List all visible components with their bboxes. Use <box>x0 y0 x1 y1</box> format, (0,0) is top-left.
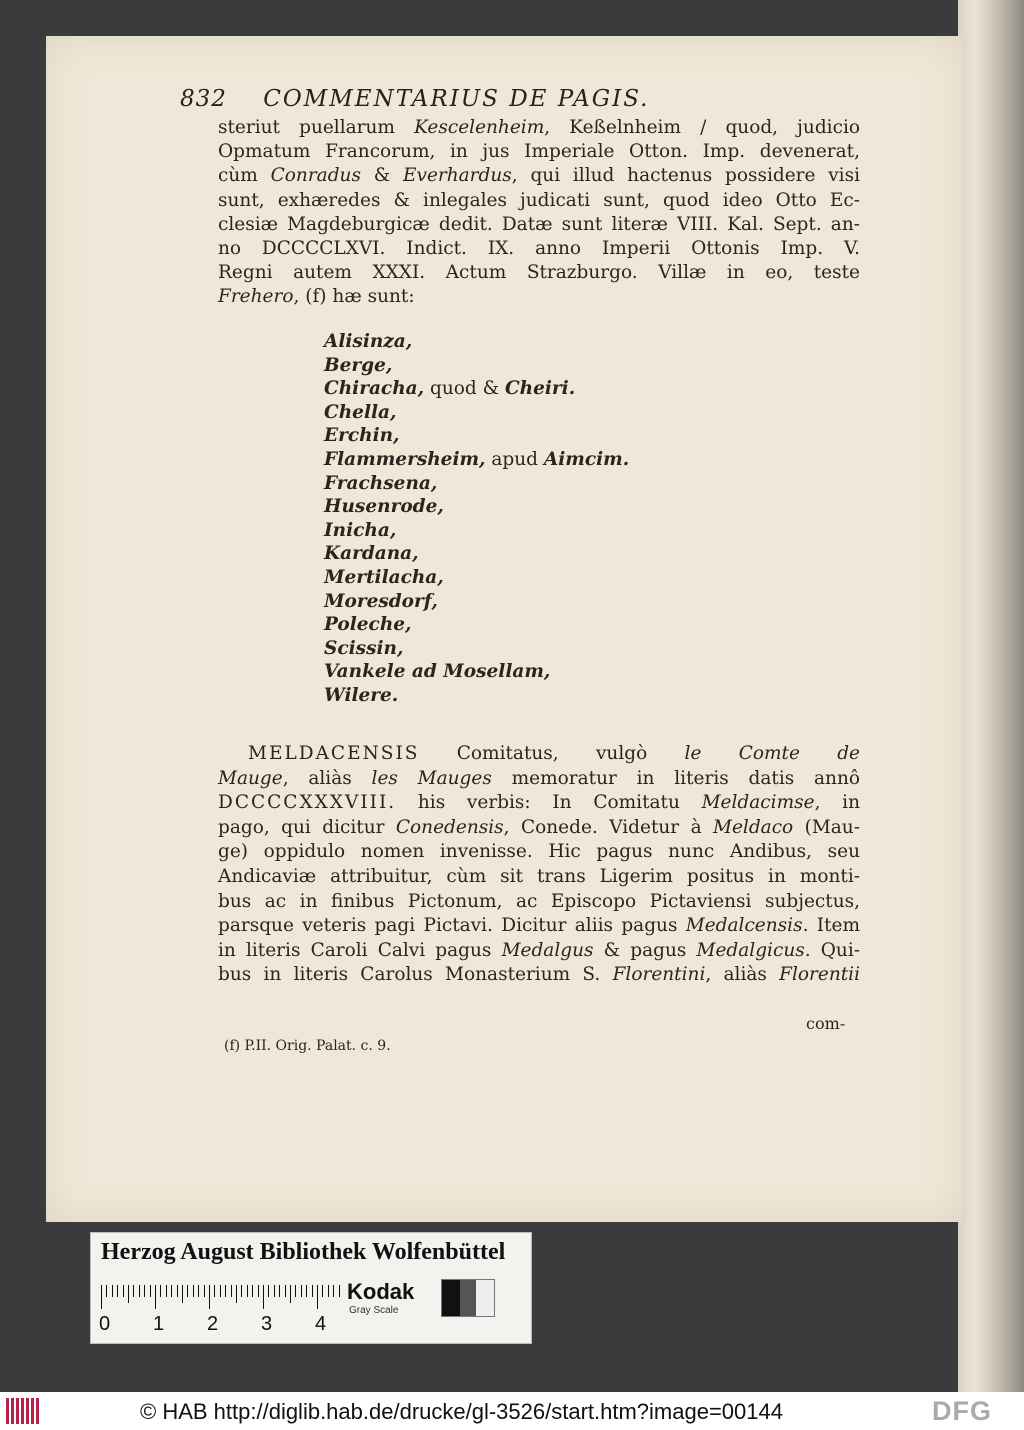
ruler-number: 2 <box>207 1313 219 1335</box>
library-name: Herzog August Bibliothek Wolfenbüttel <box>101 1239 506 1265</box>
ruler-tick <box>214 1285 215 1297</box>
ruler-tick <box>150 1285 151 1297</box>
ruler-tick <box>301 1285 302 1297</box>
list-item: Chella, <box>324 401 397 423</box>
list-item: Berge, <box>324 354 393 376</box>
ruler-tick <box>333 1285 334 1297</box>
text-line: Frehero, (f) hæ sunt: <box>218 286 415 308</box>
text-line: steriut puellarum Kescelenheim, Keßelnheim / quod, judicio <box>218 117 860 138</box>
ruler-tick <box>160 1285 161 1297</box>
ruler-tick <box>155 1285 156 1309</box>
ruler-tick <box>225 1285 226 1297</box>
text-line: Regni autem XXXI. Actum Strazburgo. Villæ in eo, teste <box>218 262 860 284</box>
ruler-tick <box>123 1285 124 1297</box>
ruler-tick <box>285 1285 286 1297</box>
meldacensis-paragraph <box>218 742 860 988</box>
ruler-tick <box>193 1285 194 1297</box>
ruler-tick <box>117 1285 118 1297</box>
ruler-tick <box>166 1285 167 1297</box>
ruler-tick <box>274 1285 275 1297</box>
ruler-tick <box>263 1285 264 1309</box>
ruler-tick <box>106 1285 107 1297</box>
text-line: DCCCCXXXVIII. his verbis: In Comitatu Meldacimse, in <box>218 792 860 814</box>
ruler-tick <box>252 1285 253 1297</box>
list-item: Alisinza, <box>324 331 413 352</box>
ruler-tick <box>339 1285 340 1297</box>
list-item: Frachsena, <box>324 472 438 494</box>
ruler-number: 3 <box>261 1313 273 1335</box>
list-item: Chiracha, quod & Cheiri. <box>324 378 576 400</box>
text-line: clesiæ Magdeburgicæ dedit. Datæ sunt literæ VIII. Kal. Sept. an- <box>218 213 860 235</box>
text-line: MELDACENSIS Comitatus, vulgò le Comte de <box>248 743 860 764</box>
ruler-tick <box>209 1285 210 1309</box>
ruler-tick <box>328 1285 329 1297</box>
ruler-tick <box>268 1285 269 1297</box>
ruler-tick <box>144 1285 145 1297</box>
list-item: Moresdorf, <box>324 590 438 612</box>
hab-logo-icon <box>6 1398 42 1424</box>
text-line: cùm Conradus & Everhardus, qui illud hactenus possidere visi <box>218 165 860 187</box>
text-line: Opmatum Francorum, in jus Imperiale Otton. Imp. devenerat, <box>218 141 860 163</box>
ruler-tick <box>279 1285 280 1297</box>
ruler-number: 1 <box>153 1313 165 1335</box>
text-line: ge) oppidulo nomen invenisse. Hic pagus nunc Andibus, seu <box>218 841 860 863</box>
ruler-tick <box>258 1285 259 1297</box>
list-item: Mertilacha, <box>324 566 444 588</box>
text-line: in literis Caroli Calvi pagus Medalgus & pagus Medalgicus. Qui- <box>218 939 860 961</box>
ruler-tick <box>187 1285 188 1297</box>
scale-ruler <box>101 1285 339 1309</box>
kodak-label: Kodak <box>347 1279 415 1304</box>
list-item: Wilere. <box>324 684 399 706</box>
ruler-tick <box>133 1285 134 1297</box>
text-block-top <box>218 116 860 310</box>
list-item: Flammersheim, apud Aimcim. <box>324 448 630 470</box>
page-number: 832 <box>180 86 227 112</box>
viewer-footer <box>0 1392 1024 1430</box>
swatch-black <box>442 1280 460 1316</box>
text-line: Andicaviæ attribuitur, cùm sit trans Ligerim positus in monti- <box>218 865 860 887</box>
text-line: sunt, exhæredes & inlegales judicati sunt, quod ideo Otto Ec- <box>218 189 860 211</box>
list-item: Erchin, <box>324 425 400 447</box>
ruler-tick <box>317 1285 318 1309</box>
text-line: pago, qui dicitur Conedensis, Conede. Videtur à Meldaco (Mau- <box>218 816 860 838</box>
list-item: Husenrode, <box>324 496 444 518</box>
ruler-tick <box>295 1285 296 1297</box>
ruler-number: 0 <box>99 1313 111 1335</box>
list-item: Poleche, <box>324 614 412 636</box>
ruler-tick <box>198 1285 199 1297</box>
text-line: bus in literis Carolus Monasterium S. Florentini, aliàs Florentii <box>218 964 861 986</box>
ruler-tick <box>177 1285 178 1297</box>
ruler-tick <box>182 1285 183 1303</box>
ruler-tick <box>306 1285 307 1297</box>
ruler-tick <box>231 1285 232 1297</box>
ruler-tick <box>128 1285 129 1303</box>
list-item: Kardana, <box>324 543 419 565</box>
catchword: com- <box>806 1014 846 1033</box>
text-line: Mauge, aliàs les Mauges memoratur in literis datis annô <box>218 767 861 789</box>
gray-swatches <box>441 1279 495 1317</box>
copyright-url[interactable]: © HAB http://diglib.hab.de/drucke/gl-3526/start.htm?image=00144 <box>140 1399 783 1424</box>
ruler-tick <box>241 1285 242 1297</box>
ruler-tick <box>101 1285 102 1309</box>
text-line: parsque veteris pagi Pictavi. Dicitur aliis pagus Medalcensis. Item <box>218 915 860 937</box>
list-item: Inicha, <box>324 519 397 541</box>
swatch-gray <box>460 1280 476 1316</box>
footnote: (f) P.II. Orig. Palat. c. 9. <box>224 1038 391 1054</box>
page-header <box>180 86 649 112</box>
list-item: Vankele ad Mosellam, <box>324 661 551 683</box>
villae-list <box>324 330 629 708</box>
ruler-tick <box>171 1285 172 1297</box>
color-calibration-card <box>90 1232 532 1344</box>
ruler-number: 4 <box>315 1313 327 1335</box>
ruler-tick <box>139 1285 140 1297</box>
facing-page-edge <box>958 0 1024 1392</box>
gray-scale-label: Gray Scale <box>349 1305 399 1316</box>
text-line: bus ac in finibus Pictonum, ac Episcopo Pictaviensi subjectus, <box>218 890 860 912</box>
dfg-logo: DFG <box>932 1396 992 1426</box>
ruler-tick <box>236 1285 237 1303</box>
list-item: Scissin, <box>324 637 404 659</box>
ruler-tick <box>112 1285 113 1297</box>
ruler-tick <box>220 1285 221 1297</box>
ruler-tick <box>247 1285 248 1297</box>
ruler-tick <box>312 1285 313 1297</box>
ruler-tick <box>322 1285 323 1297</box>
ruler-tick <box>204 1285 205 1297</box>
running-title: COMMENTARIUS DE PAGIS. <box>263 86 650 112</box>
text-line: no DCCCCLXVI. Indict. IX. anno Imperii Ottonis Imp. V. <box>218 237 860 259</box>
ruler-tick <box>290 1285 291 1303</box>
swatch-white <box>476 1280 494 1316</box>
